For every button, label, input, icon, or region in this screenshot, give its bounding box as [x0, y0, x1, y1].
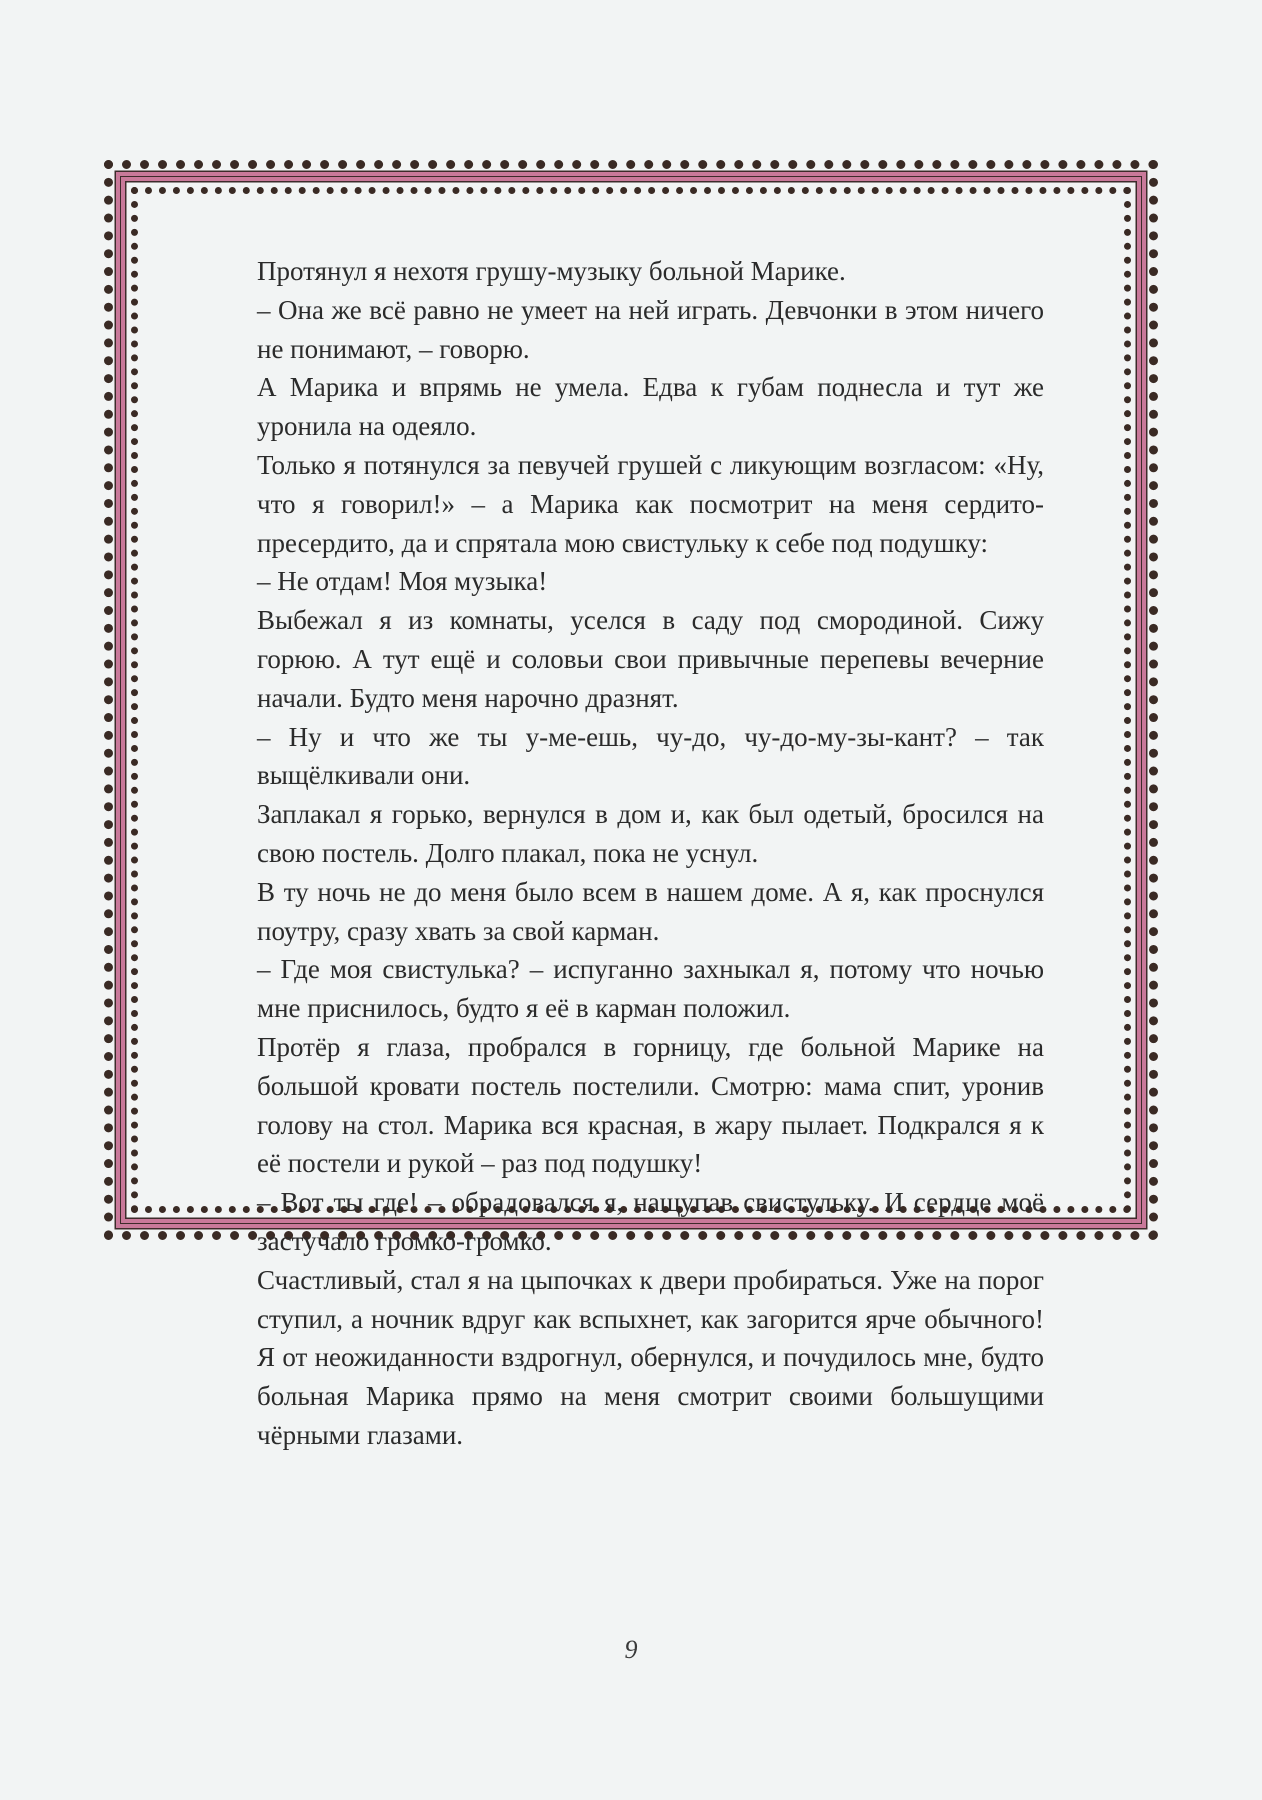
story-text: [257, 252, 1044, 1455]
paragraph-13: Счастливый, стал я на цыпочках к двери пробираться. Уже на порог ступил, а ночник вдруг как вспыхнет, как загорится ярче обычного! Я от неожиданности вздрогнул, обернулся, и почудилось мне, будто больная Марика прямо на меня смотрит своими большущими чёрными глазами.: [257, 1264, 1044, 1450]
paragraph-6: Выбежал я из комнаты, уселся в саду под смородиной. Сижу горюю. А тут ещё и соловьи свои привычные перепевы вечерние начали. Будто меня нарочно дразнят.: [257, 605, 1044, 713]
paragraph-4: Только я потянулся за певучей грушей с ликующим возгласом: «Ну, что я говорил!» – а Марика как посмотрит на меня сердито-пресердито, да и спрятала мою свистульку к себе под подушку:: [257, 449, 1044, 558]
paragraph-5: – Не отдам! Моя музыка!: [257, 566, 548, 597]
paragraph-11: Протёр я глаза, пробрался в горницу, где больной Марике на большой кровати постель постелили. Смотрю: мама спит, уронив голову на стол. Марика вся красная, в жару пылает. Подкрался я к её постели и рукой – раз под подушку!: [257, 1031, 1044, 1179]
paragraph-12: – Вот ты где! – обрадовался я, нащупав свистульку. И сердце моё застучало громко-громко.: [257, 1187, 1044, 1256]
page-number: 9: [624, 1635, 638, 1664]
paragraph-8: Заплакал я горько, вернулся в дом и, как был одетый, бросился на свою постель. Долго плакал, пока не уснул.: [257, 799, 1044, 868]
paragraph-9: В ту ночь не до меня было всем в нашем доме. А я, как проснулся поутру, сразу хвать за свой карман.: [257, 876, 1044, 946]
paragraph-3: А Марика и впрямь не умела. Едва к губам поднесла и тут же уронила на одеяло.: [257, 372, 1044, 442]
paragraph-1: Протянул я нехотя грушу-музыку больной Марике.: [257, 256, 846, 286]
paragraph-7: – Ну и что же ты у-ме-ешь, чу-до, чу-до-му-зы-кант? – так выщёлкивали они.: [257, 721, 1044, 791]
paragraph-10: – Где моя свистулька? – испуганно захныкал я, потому что ночью мне приснилось, будто я её в карман положил.: [257, 954, 1044, 1024]
paragraph-2: – Она же всё равно не умеет на ней играть. Девчонки в этом ничего не понимают, – говорю.: [257, 294, 1044, 364]
